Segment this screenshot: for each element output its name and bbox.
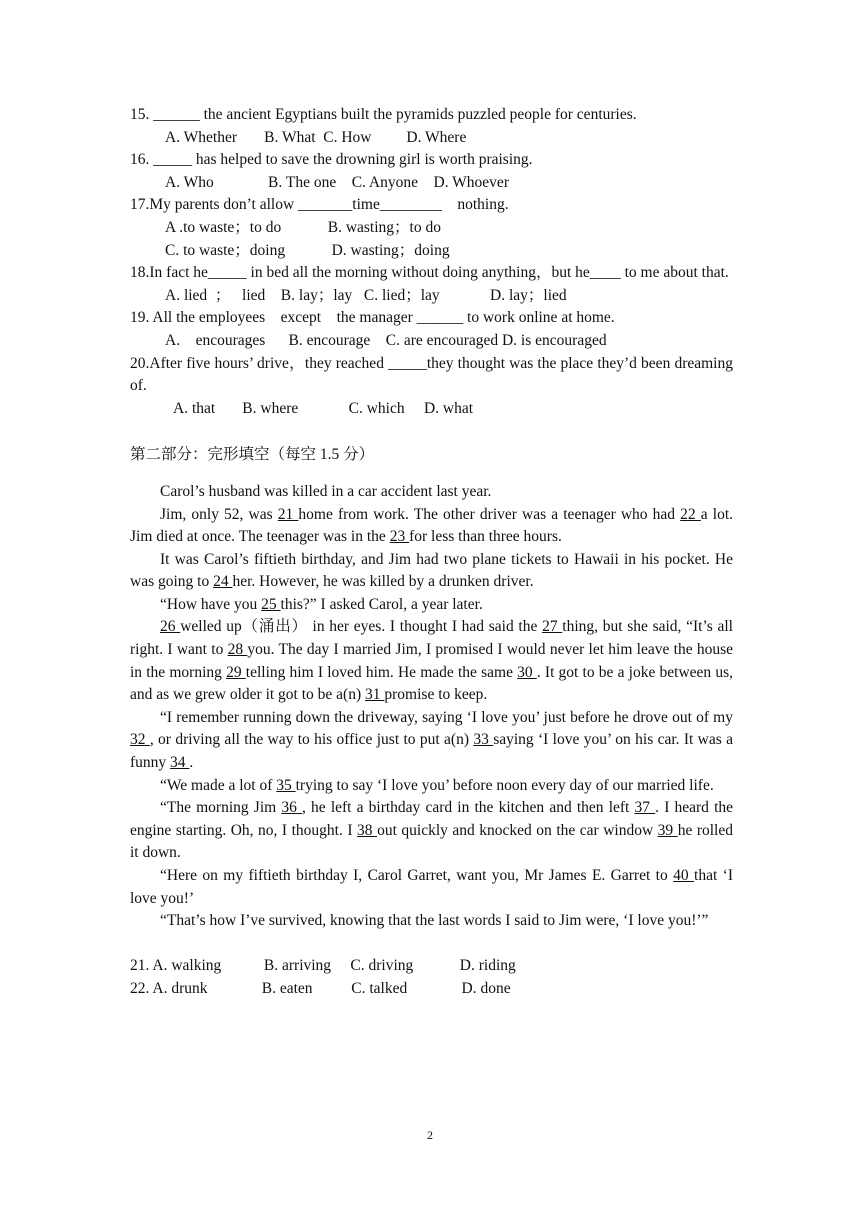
question-15-stem: 15. ______ the ancient Egyptians built the pyramids puzzled people for centuries. [130,106,637,123]
blank-23: 23 [389,528,410,546]
question-19-options: A. encourages B. encourage C. are encouraged D. is encouraged [165,331,607,349]
passage-text: you. The day I married Jim, I promised I would never let him leave the house in the morning [130,641,734,681]
passage-paragraph-1: Carol’s husband was killed in a car accident last year. [160,482,492,500]
passage-text: welled up（涌出） in her eyes. I thought I had said the [180,618,543,636]
passage-paragraph-9 [130,865,733,910]
options-21: 21. A. walking B. arriving C. driving D. riding [130,957,516,975]
question-16-options: A. Who B. The one C. Anyone D. Whoever [165,173,509,191]
passage-paragraph-7 [130,775,733,798]
blank-33: 33 [473,731,494,749]
question-17-options-c-d: C. to waste；doing D. wasting；doing [165,241,450,259]
passage-text: thing, but she said, “It’s all right. I want to [130,618,733,659]
question-20-options: A. that B. where C. which D. what [173,399,474,417]
passage-text: Jim, only 52, was [160,505,278,523]
blank-37: 37 [634,799,656,817]
passage-paragraph-10: “That’s how I’ve survived, knowing that the last words I said to Jim were, ‘I love you!’” [160,912,709,930]
blank-32: 32 [130,731,150,749]
question-17-options-a-b: A .to waste；to do B. wasting；to do [165,218,441,236]
blank-31: 31 [365,686,385,704]
passage-text: , or driving all the way to his office just to put a(n) [149,731,474,749]
passage-text: . I heard the engine starting. Oh, no, I thought. I [130,799,734,839]
question-19-stem: 19. All the employees except the manager ______ to work online at home. [130,309,615,327]
passage-paragraph-8 [130,797,733,865]
passage-paragraph-4 [130,594,733,617]
passage-text: trying to say ‘I love you’ before noon every day of our married life. [295,776,714,794]
blank-39: 39 [657,821,678,839]
question-18-stem: 18.In fact he_____ in bed all the morning without doing anything，but he____ to me about that. [130,264,729,282]
passage-text: out quickly and knocked on the car window [377,821,658,839]
blank-29: 29 [226,663,246,681]
passage-text: he rolled it down. [130,821,733,862]
question-20-stem: 20.After five hours’ drive，they reached _____they thought was the place they’d been dreaming of. [130,354,733,395]
options-22: 22. A. drunk B. eaten C. talked D. done [130,979,511,997]
passage-text: her. However, he was killed by a drunken driver. [232,573,534,591]
blank-21: 21 [277,505,299,523]
passage-text: . It got to be a joke between us, and as we grew older it got to be a(n) [130,663,734,704]
page-number: 2 [427,1128,433,1142]
passage-text: a lot. Jim died at once. The teenager was in the [130,505,734,546]
passage-text: “The morning Jim [160,799,282,817]
blank-28: 28 [227,641,248,659]
passage-text: home from work. The other driver was a teenager who had [298,505,681,523]
passage-text: “Here on my fiftieth birthday I, Carol Garret, want you, Mr James E. Garret to [160,867,674,884]
passage-text: that ‘I love you!’ [130,867,733,907]
section-title: 第二部分：完形填空（每空 1.5 分） [130,446,375,464]
question-17-stem: 17.My parents don’t allow _______time________ nothing. [130,196,509,214]
passage-text: “I remember running down the driveway, saying ‘I love you’ just before he drove out of my [160,708,733,726]
passage-text: this?” I asked Carol, a year later. [280,595,483,613]
passage-text: promise to keep. [384,686,488,704]
blank-34: 34 [170,754,190,772]
blank-38: 38 [357,821,378,839]
question-16-stem: 16. _____ has helped to save the drowning girl is worth praising. [130,151,533,169]
blank-24: 24 [213,573,233,591]
blank-25: 25 [261,595,281,613]
blank-36: 36 [281,799,303,817]
passage-text: saying ‘I love you’ on his car. It was a funny [130,731,733,772]
blank-22: 22 [680,505,701,523]
document-page [130,104,733,1001]
blank-30: 30 [517,663,537,681]
blank-35: 35 [276,776,296,794]
passage-text: It was Carol’s fiftieth birthday, and Jim had two plane tickets to Hawaii in his pocket. He was going to [130,550,733,591]
question-15-options: A. Whether B. What C. How D. Where [165,128,467,146]
passage-text: for less than three hours. [409,528,562,546]
passage-text: , he left a birthday card in the kitchen and then left [302,799,635,817]
blank-40: 40 [673,867,695,884]
passage-text: “How have you [160,595,262,613]
passage-text: telling him I loved him. He made the same [245,663,518,681]
passage-paragraph-3 [130,549,733,594]
passage-paragraph-2 [130,504,733,549]
blank-26: 26 [160,618,181,636]
passage-paragraph-5 [130,616,733,706]
question-18-options: A. lied ； lied B. lay；lay C. lied；lay D. lay；lied [165,286,567,304]
passage-paragraph-6 [130,707,733,775]
passage-text: . [189,754,194,772]
blank-27: 27 [542,618,563,636]
passage-text: “We made a lot of [160,776,277,794]
